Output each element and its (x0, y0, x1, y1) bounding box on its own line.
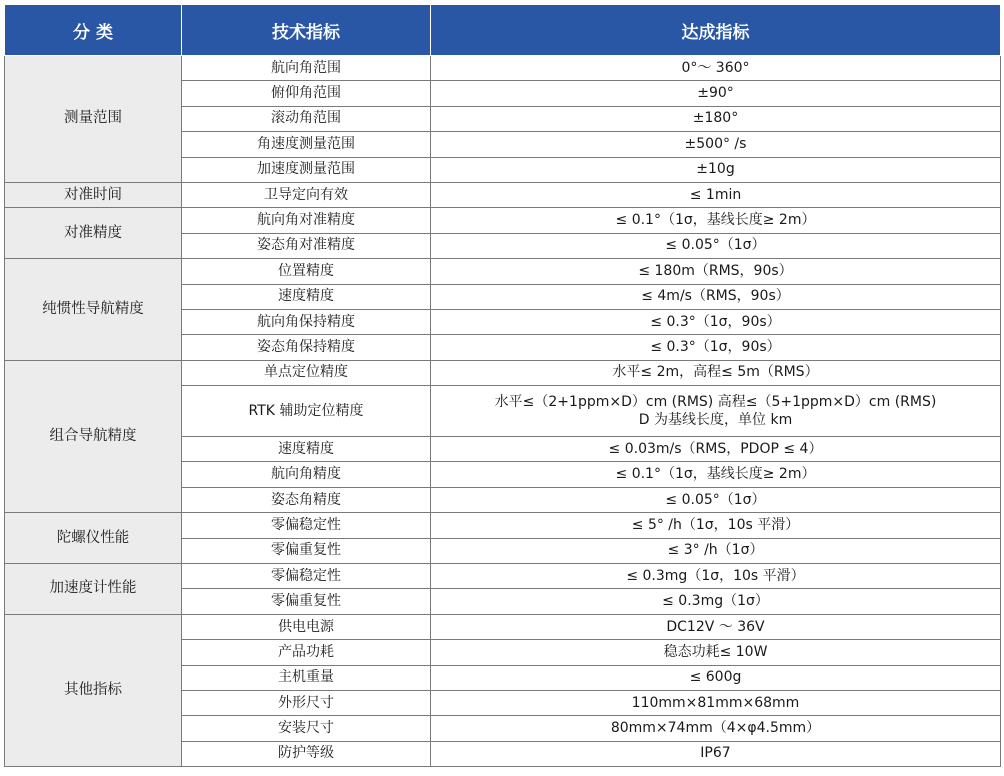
category-cell: 纯惯性导航精度 (5, 259, 182, 361)
spec-cell: 姿态角精度 (182, 487, 431, 512)
category-cell: 对准精度 (5, 208, 182, 259)
category-cell: 加速度计性能 (5, 564, 182, 615)
table-body (5, 56, 1001, 767)
category-cell: 对准时间 (5, 182, 182, 207)
header-category: 分 类 (5, 5, 182, 56)
spec-cell: 零偏重复性 (182, 538, 431, 563)
spec-cell: 姿态角保持精度 (182, 335, 431, 360)
value-cell: ≤ 1min (431, 182, 1001, 207)
table-row (5, 56, 1001, 81)
spec-cell: 防护等级 (182, 741, 431, 766)
value-cell: ≤ 0.3mg（1σ，10s 平滑） (431, 564, 1001, 589)
spec-cell: 安装尺寸 (182, 716, 431, 741)
spec-cell: 滚动角范围 (182, 106, 431, 131)
spec-cell: 速度精度 (182, 284, 431, 309)
table-row (5, 182, 1001, 207)
spec-cell: 卫导定向有效 (182, 182, 431, 207)
value-cell: ≤ 0.1°（1σ，基线长度≥ 2m） (431, 462, 1001, 487)
spec-cell: 供电电源 (182, 614, 431, 639)
value-cell: ≤ 0.3°（1σ，90s） (431, 335, 1001, 360)
value-cell: ≤ 4m/s（RMS，90s） (431, 284, 1001, 309)
value-line-1: 水平≤（2+1ppm×D）cm (RMS) 高程≤（5+1ppm×D）cm (RMS) (494, 394, 937, 411)
spec-cell: RTK 辅助定位精度 (182, 386, 431, 437)
spec-cell: 俯仰角范围 (182, 81, 431, 106)
table-row (5, 614, 1001, 639)
table-row (5, 513, 1001, 538)
header-value: 达成指标 (431, 5, 1001, 56)
value-cell: ≤ 180m（RMS，90s） (431, 259, 1001, 284)
value-cell: 110mm×81mm×68mm (431, 690, 1001, 715)
spec-cell: 位置精度 (182, 259, 431, 284)
table-row (5, 360, 1001, 385)
value-cell: ≤ 5° /h（1σ，10s 平滑） (431, 513, 1001, 538)
value-cell: 80mm×74mm（4×φ4.5mm） (431, 716, 1001, 741)
value-line-2: D 为基线长度，单位 km (638, 412, 793, 429)
spec-cell: 角速度测量范围 (182, 132, 431, 157)
table-row (5, 208, 1001, 233)
category-cell: 其他指标 (5, 614, 182, 766)
spec-cell: 单点定位精度 (182, 360, 431, 385)
value-cell: ≤ 0.3mg（1σ） (431, 589, 1001, 614)
value-cell: ≤ 0.05°（1σ） (431, 487, 1001, 512)
spec-cell: 零偏稳定性 (182, 564, 431, 589)
spec-table (4, 4, 1001, 767)
spec-cell: 速度精度 (182, 437, 431, 462)
spec-cell: 主机重量 (182, 665, 431, 690)
spec-cell: 航向角精度 (182, 462, 431, 487)
spec-cell: 航向角范围 (182, 56, 431, 81)
table-row (5, 564, 1001, 589)
value-cell: ±180° (431, 106, 1001, 131)
value-cell: ≤ 0.3°（1σ，90s） (431, 309, 1001, 334)
header-spec: 技术指标 (182, 5, 431, 56)
header-row (5, 5, 1001, 56)
value-cell: ±90° (431, 81, 1001, 106)
category-cell: 陀螺仪性能 (5, 513, 182, 564)
value-cell: ≤ 0.1°（1σ，基线长度≥ 2m） (431, 208, 1001, 233)
spec-cell: 零偏稳定性 (182, 513, 431, 538)
value-cell: ≤ 600g (431, 665, 1001, 690)
value-cell: IP67 (431, 741, 1001, 766)
value-cell: ≤ 0.05°（1σ） (431, 233, 1001, 258)
spec-cell: 姿态角对准精度 (182, 233, 431, 258)
spec-cell: 外形尺寸 (182, 690, 431, 715)
value-cell: ±500° /s (431, 132, 1001, 157)
value-cell (431, 386, 1001, 437)
value-cell: ≤ 3° /h（1σ） (431, 538, 1001, 563)
category-cell: 组合导航精度 (5, 360, 182, 513)
table-row (5, 259, 1001, 284)
value-cell: ≤ 0.03m/s（RMS，PDOP ≤ 4） (431, 437, 1001, 462)
value-cell: 稳态功耗≤ 10W (431, 640, 1001, 665)
spec-cell: 航向角对准精度 (182, 208, 431, 233)
spec-cell: 加速度测量范围 (182, 157, 431, 182)
spec-cell: 航向角保持精度 (182, 309, 431, 334)
table-header (5, 5, 1001, 56)
value-cell: 0°～ 360° (431, 56, 1001, 81)
spec-cell: 产品功耗 (182, 640, 431, 665)
value-cell: 水平≤ 2m，高程≤ 5m（RMS） (431, 360, 1001, 385)
value-cell: DC12V ～ 36V (431, 614, 1001, 639)
category-cell: 测量范围 (5, 56, 182, 183)
spec-cell: 零偏重复性 (182, 589, 431, 614)
value-cell: ±10g (431, 157, 1001, 182)
